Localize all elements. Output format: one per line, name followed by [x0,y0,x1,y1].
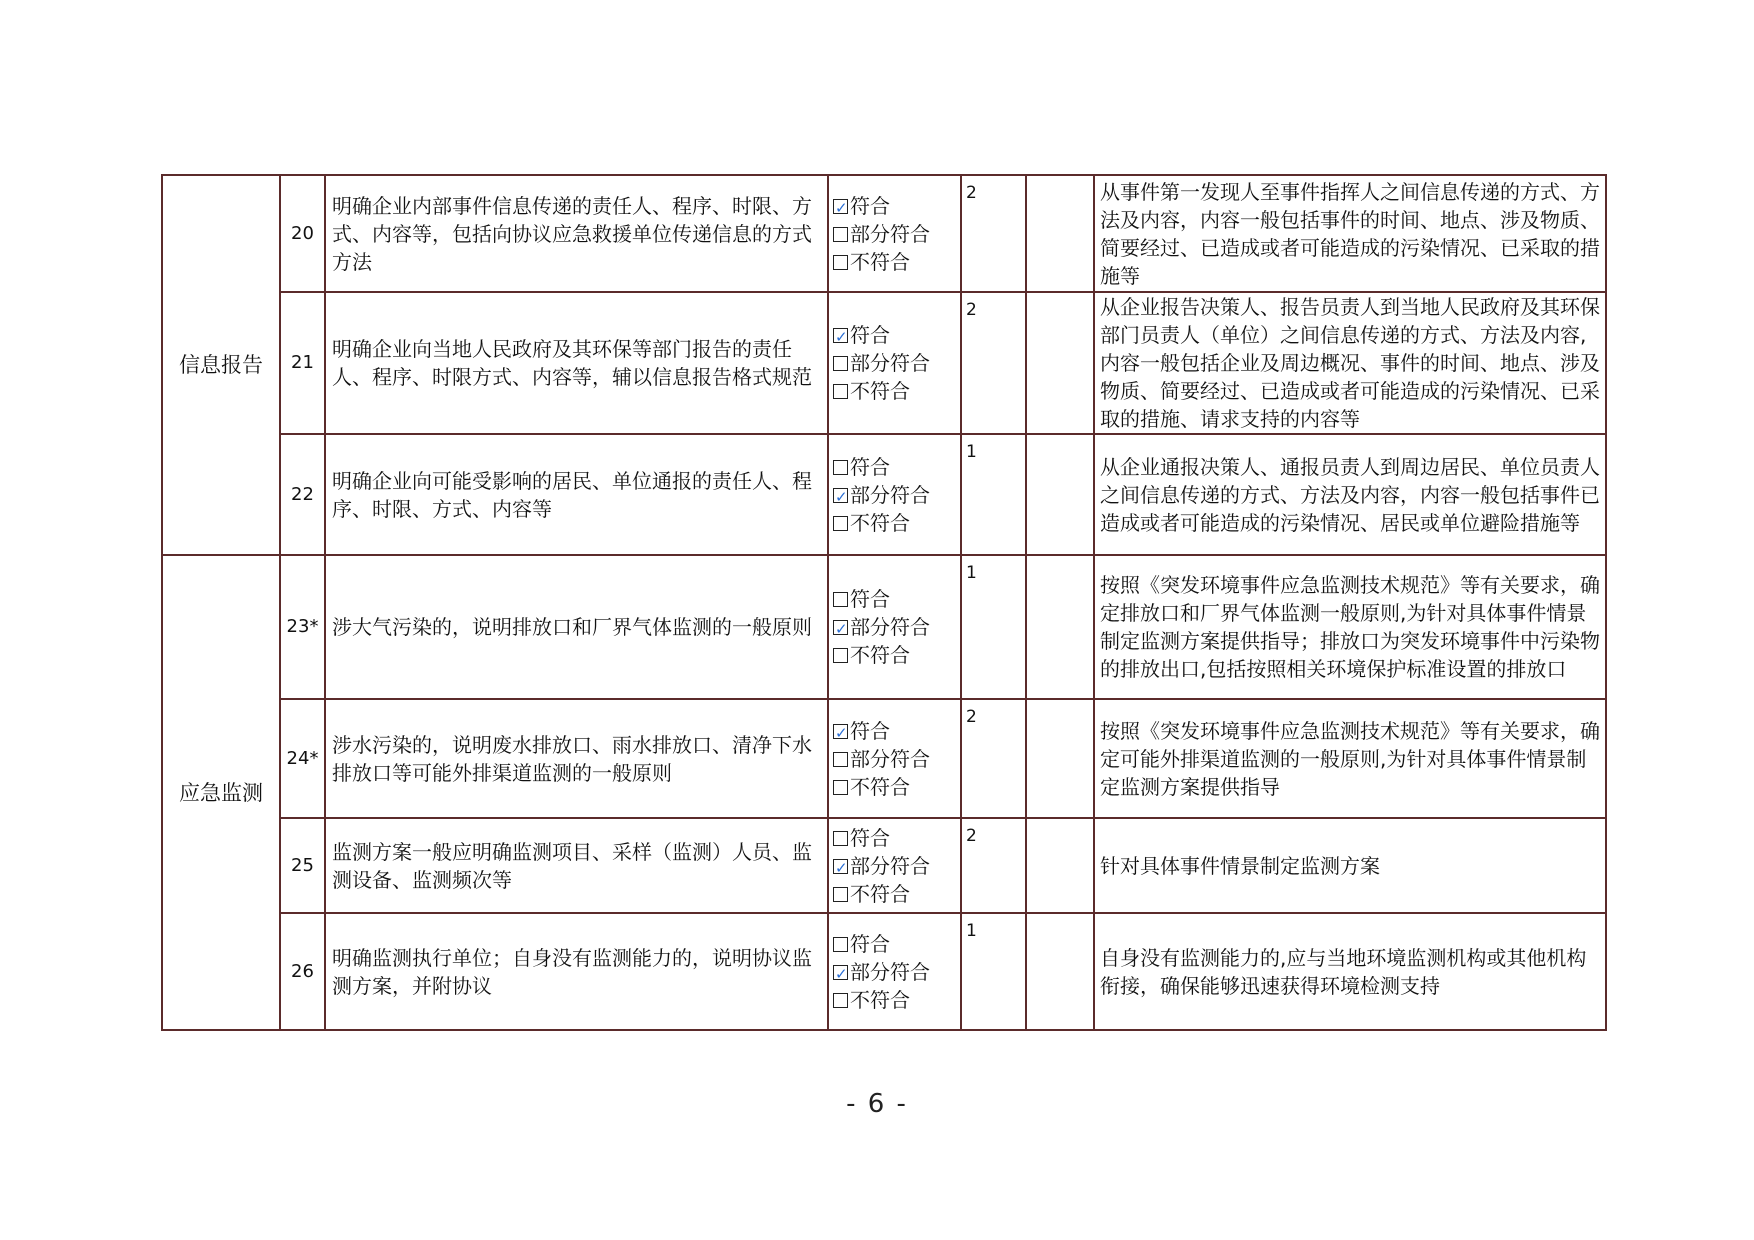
row-number: 25 [280,818,325,913]
page-number: - 6 - [846,1089,908,1119]
status-option-label: 部分符合 [850,853,930,878]
status-option[interactable] [833,248,956,276]
status-option-label: 不符合 [850,774,910,799]
note-text: 从企业通报决策人、通报员责人到周边居民、单位员责人之间信息传递的方式、方法及内容，内容一般包括事件已造成或者可能造成的污染情况、居民或单位避险措施等 [1094,434,1606,555]
requirement-text: 涉水污染的，说明废水排放口、雨水排放口、清净下水排放口等可能外排渠道监测的一般原则 [325,699,828,818]
category-emergency-monitor: 应急监测 [162,555,280,1030]
checkbox-icon[interactable] [833,648,848,663]
blank-cell [1026,292,1094,434]
category-info-report: 信息报告 [162,175,280,555]
status-option[interactable] [833,641,956,669]
status-option-label: 不符合 [850,379,910,403]
score-cell: 2 [961,699,1026,818]
checked-checkbox-icon[interactable] [833,620,848,635]
blank-cell [1026,175,1094,292]
blank-cell [1026,913,1094,1030]
table-row [162,434,1606,555]
status-options [828,913,961,1030]
status-options [828,434,961,555]
note-text: 从企业报告决策人、报告员责人到当地人民政府及其环保部门员责人（单位）之间信息传递的方式、方法及内容,内容一般包括企业及周边概况、事件的时间、地点、涉及物质、简要经过、已造成或者可能造成的污染情况、已采取的措施、请求支持的内容等 [1094,292,1606,434]
checked-checkbox-icon[interactable] [833,488,848,503]
requirement-text: 明确监测执行单位；自身没有监测能力的，说明协议监测方案，并附协议 [325,913,828,1030]
status-option-label: 符合 [850,193,890,218]
status-option[interactable] [833,377,956,405]
status-option-label: 符合 [850,323,890,347]
checkbox-icon[interactable] [833,356,848,371]
checked-checkbox-icon[interactable] [833,328,848,343]
score-cell: 2 [961,175,1026,292]
checkbox-icon[interactable] [833,937,848,952]
status-option-label: 不符合 [850,987,910,1012]
requirement-text: 明确企业向当地人民政府及其环保等部门报告的责任人、程序、时限方式、内容等，辅以信息报告格式规范 [325,292,828,434]
status-option[interactable] [833,585,956,613]
checkbox-icon[interactable] [833,516,848,531]
status-option-label: 符合 [850,825,890,850]
status-option[interactable] [833,613,956,641]
status-option-label: 部分符合 [850,746,930,771]
row-number: 20 [280,175,325,292]
status-options [828,175,961,292]
status-option[interactable] [833,321,956,349]
note-text: 自身没有监测能力的,应与当地环境监测机构或其他机构衔接，确保能够迅速获得环境检测支持 [1094,913,1606,1030]
status-option[interactable] [833,986,956,1014]
status-option-label: 不符合 [850,510,910,535]
checkbox-icon[interactable] [833,993,848,1008]
status-option[interactable] [833,880,956,908]
blank-cell [1026,434,1094,555]
checkbox-icon[interactable] [833,460,848,475]
table-row [162,292,1606,434]
checked-checkbox-icon[interactable] [833,724,848,739]
status-options [828,292,961,434]
status-option[interactable] [833,453,956,481]
status-option[interactable] [833,349,956,377]
status-option-label: 部分符合 [850,351,930,375]
table-row [162,555,1606,699]
status-option[interactable] [833,717,956,745]
row-number: 21 [280,292,325,434]
score-cell: 1 [961,555,1026,699]
status-option-label: 部分符合 [850,221,930,246]
status-option-label: 符合 [850,931,890,956]
status-option[interactable] [833,481,956,509]
status-option-label: 符合 [850,718,890,743]
status-option-label: 符合 [850,454,890,479]
blank-cell [1026,818,1094,913]
requirement-text: 明确企业内部事件信息传递的责任人、程序、时限、方式、内容等，包括向协议应急救援单位传递信息的方式方法 [325,175,828,292]
status-option-label: 不符合 [850,643,910,667]
requirement-text: 明确企业向可能受影响的居民、单位通报的责任人、程序、时限、方式、内容等 [325,434,828,555]
checkbox-icon[interactable] [833,780,848,795]
status-option[interactable] [833,930,956,958]
status-option[interactable] [833,745,956,773]
row-number: 24* [280,699,325,818]
requirement-text: 涉大气污染的，说明排放口和厂界气体监测的一般原则 [325,555,828,699]
checkbox-icon[interactable] [833,831,848,846]
table-row [162,913,1606,1030]
status-option[interactable] [833,773,956,801]
checked-checkbox-icon[interactable] [833,965,848,980]
score-cell: 2 [961,818,1026,913]
assessment-table [161,174,1607,1031]
row-number: 26 [280,913,325,1030]
status-option[interactable] [833,852,956,880]
score-cell: 1 [961,913,1026,1030]
status-option-label: 不符合 [850,881,910,906]
status-option-label: 部分符合 [850,615,930,639]
status-options [828,555,961,699]
checkbox-icon[interactable] [833,384,848,399]
checked-checkbox-icon[interactable] [833,199,848,214]
row-number: 23* [280,555,325,699]
table-row [162,699,1606,818]
note-text: 按照《突发环境事件应急监测技术规范》等有关要求，确定排放口和厂界气体监测一般原则,为针对具体事件情景制定监测方案提供指导；排放口为突发环境事件中污染物的排放出口,包括按照相关环境保护标准设置的排放口 [1094,555,1606,699]
status-option[interactable] [833,192,956,220]
status-option[interactable] [833,509,956,537]
blank-cell [1026,555,1094,699]
table-row [162,175,1606,292]
checkbox-icon[interactable] [833,752,848,767]
status-option-label: 不符合 [850,249,910,274]
score-cell: 2 [961,292,1026,434]
status-option-label: 部分符合 [850,959,930,984]
status-option[interactable] [833,958,956,986]
row-number: 22 [280,434,325,555]
note-text: 按照《突发环境事件应急监测技术规范》等有关要求，确定可能外排渠道监测的一般原则,为针对具体事件情景制定监测方案提供指导 [1094,699,1606,818]
status-option-label: 部分符合 [850,482,930,507]
table-row [162,818,1606,913]
status-option-label: 符合 [850,587,890,611]
checkbox-icon[interactable] [833,227,848,242]
note-text: 针对具体事件情景制定监测方案 [1094,818,1606,913]
status-options [828,818,961,913]
status-option[interactable] [833,220,956,248]
blank-cell [1026,699,1094,818]
checkbox-icon[interactable] [833,255,848,270]
status-options [828,699,961,818]
note-text: 从事件第一发现人至事件指挥人之间信息传递的方式、方法及内容，内容一般包括事件的时间、地点、涉及物质、简要经过、已造成或者可能造成的污染情况、已采取的措施等 [1094,175,1606,292]
score-cell: 1 [961,434,1026,555]
checkbox-icon[interactable] [833,887,848,902]
checked-checkbox-icon[interactable] [833,859,848,874]
checkbox-icon[interactable] [833,592,848,607]
requirement-text: 监测方案一般应明确监测项目、采样（监测）人员、监测设备、监测频次等 [325,818,828,913]
status-option[interactable] [833,824,956,852]
